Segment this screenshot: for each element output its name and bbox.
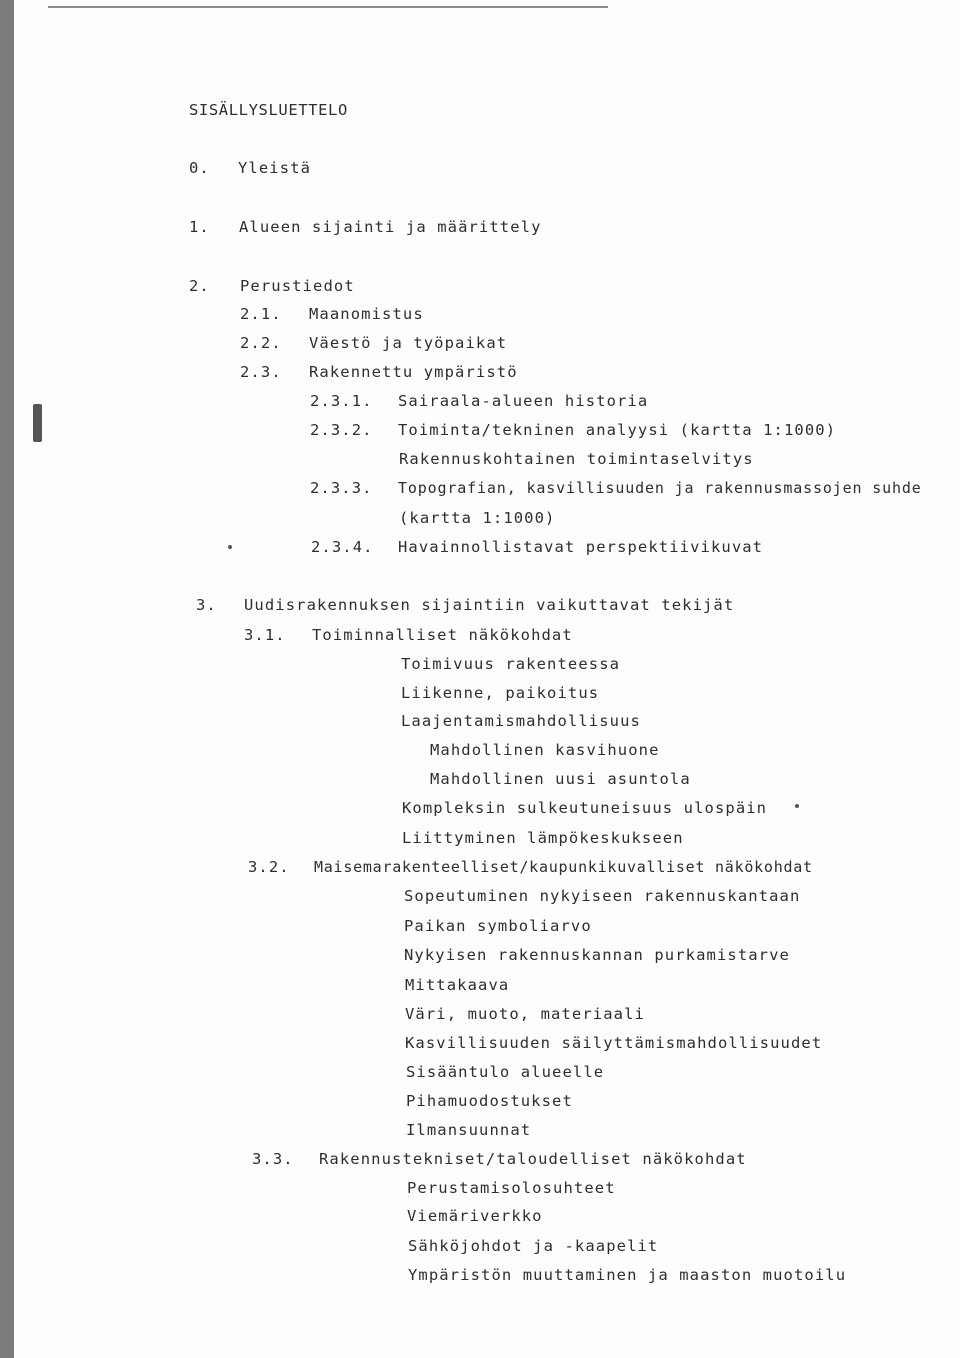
toc-number: 2.3.3. [310, 479, 373, 497]
toc-title: SISÄLLYSLUETTELO [189, 101, 348, 119]
toc-text: Toiminta/tekninen analyysi (kartta 1:1000) [398, 421, 837, 439]
toc-text: Mahdollinen uusi asuntola [430, 770, 691, 788]
toc-number: 2.3. [240, 363, 282, 381]
toc-text: Rakennuskohtainen toimintaselvitys [399, 450, 754, 468]
stray-dot [228, 545, 232, 549]
toc-text: Perustiedot [240, 277, 355, 295]
toc-number: 1. [189, 218, 210, 236]
toc-text: Mahdollinen kasvihuone [430, 741, 660, 759]
toc-text: (kartta 1:1000) [399, 509, 556, 527]
toc-text: Pihamuodostukset [406, 1092, 573, 1110]
toc-text: Laajentamismahdollisuus [401, 712, 641, 730]
toc-number: 2.3.2. [310, 421, 373, 439]
toc-number: 3. [196, 596, 217, 614]
toc-text: Väestö ja työpaikat [309, 334, 508, 352]
toc-text: Rakennustekniset/taloudelliset näkökohdat [319, 1150, 747, 1168]
toc-text: Liikenne, paikoitus [401, 684, 600, 702]
toc-text: Nykyisen rakennuskannan purkamistarve [404, 946, 790, 964]
toc-text: Kompleksin sulkeutuneisuus ulospäin [402, 799, 768, 817]
toc-text: Uudisrakennuksen sijaintiin vaikuttavat tekijät [244, 596, 735, 614]
toc-text: Ilmansuunnat [406, 1121, 532, 1139]
toc-number: 2.1. [240, 305, 282, 323]
toc-number: 0. [189, 159, 210, 177]
toc-text: Perustamisolosuhteet [407, 1179, 616, 1197]
toc-text: Sairaala-alueen historia [398, 392, 649, 410]
toc-text: Alueen sijainti ja määrittely [239, 218, 542, 236]
toc-text: Liittyminen lämpökeskukseen [402, 829, 684, 847]
toc-text: Sisääntulo alueelle [406, 1063, 605, 1081]
toc-text: Topografian, kasvillisuuden ja rakennusmassojen suhde [398, 479, 922, 497]
toc-text: Sopeutuminen nykyiseen rakennuskantaan [404, 887, 801, 905]
toc-number: 2.2. [240, 334, 282, 352]
top-edge-line [48, 6, 608, 8]
toc-text: Mittakaava [405, 976, 510, 994]
toc-text: Kasvillisuuden säilyttämismahdollisuudet [405, 1034, 823, 1052]
toc-number: 3.3. [252, 1150, 294, 1168]
toc-text: Sähköjohdot ja -kaapelit [408, 1237, 659, 1255]
toc-text: Yleistä [238, 159, 312, 177]
toc-text: Havainnollistavat perspektiivikuvat [398, 538, 764, 556]
toc-text: Viemäriverkko [407, 1207, 543, 1225]
toc-text: Toiminnalliset näkökohdat [312, 626, 573, 644]
stray-dot [795, 804, 799, 808]
toc-text: Ympäristön muuttaminen ja maaston muotoilu [408, 1266, 847, 1284]
toc-number: 3.1. [244, 626, 286, 644]
toc-text: Väri, muoto, materiaali [405, 1005, 645, 1023]
binder-mark [33, 404, 42, 442]
toc-number: 3.2. [248, 858, 290, 876]
toc-text: Rakennettu ympäristö [309, 363, 518, 381]
toc-number: 2.3.4. [311, 538, 374, 556]
toc-number: 2. [189, 277, 210, 295]
toc-text: Toimivuus rakenteessa [401, 655, 621, 673]
toc-number: 2.3.1. [310, 392, 373, 410]
toc-text: Maisemarakenteelliset/kaupunkikuvalliset näkökohdat [314, 858, 813, 876]
toc-text: Maanomistus [309, 305, 424, 323]
toc-text: Paikan symboliarvo [404, 917, 592, 935]
scan-edge-shadow [0, 0, 14, 1358]
